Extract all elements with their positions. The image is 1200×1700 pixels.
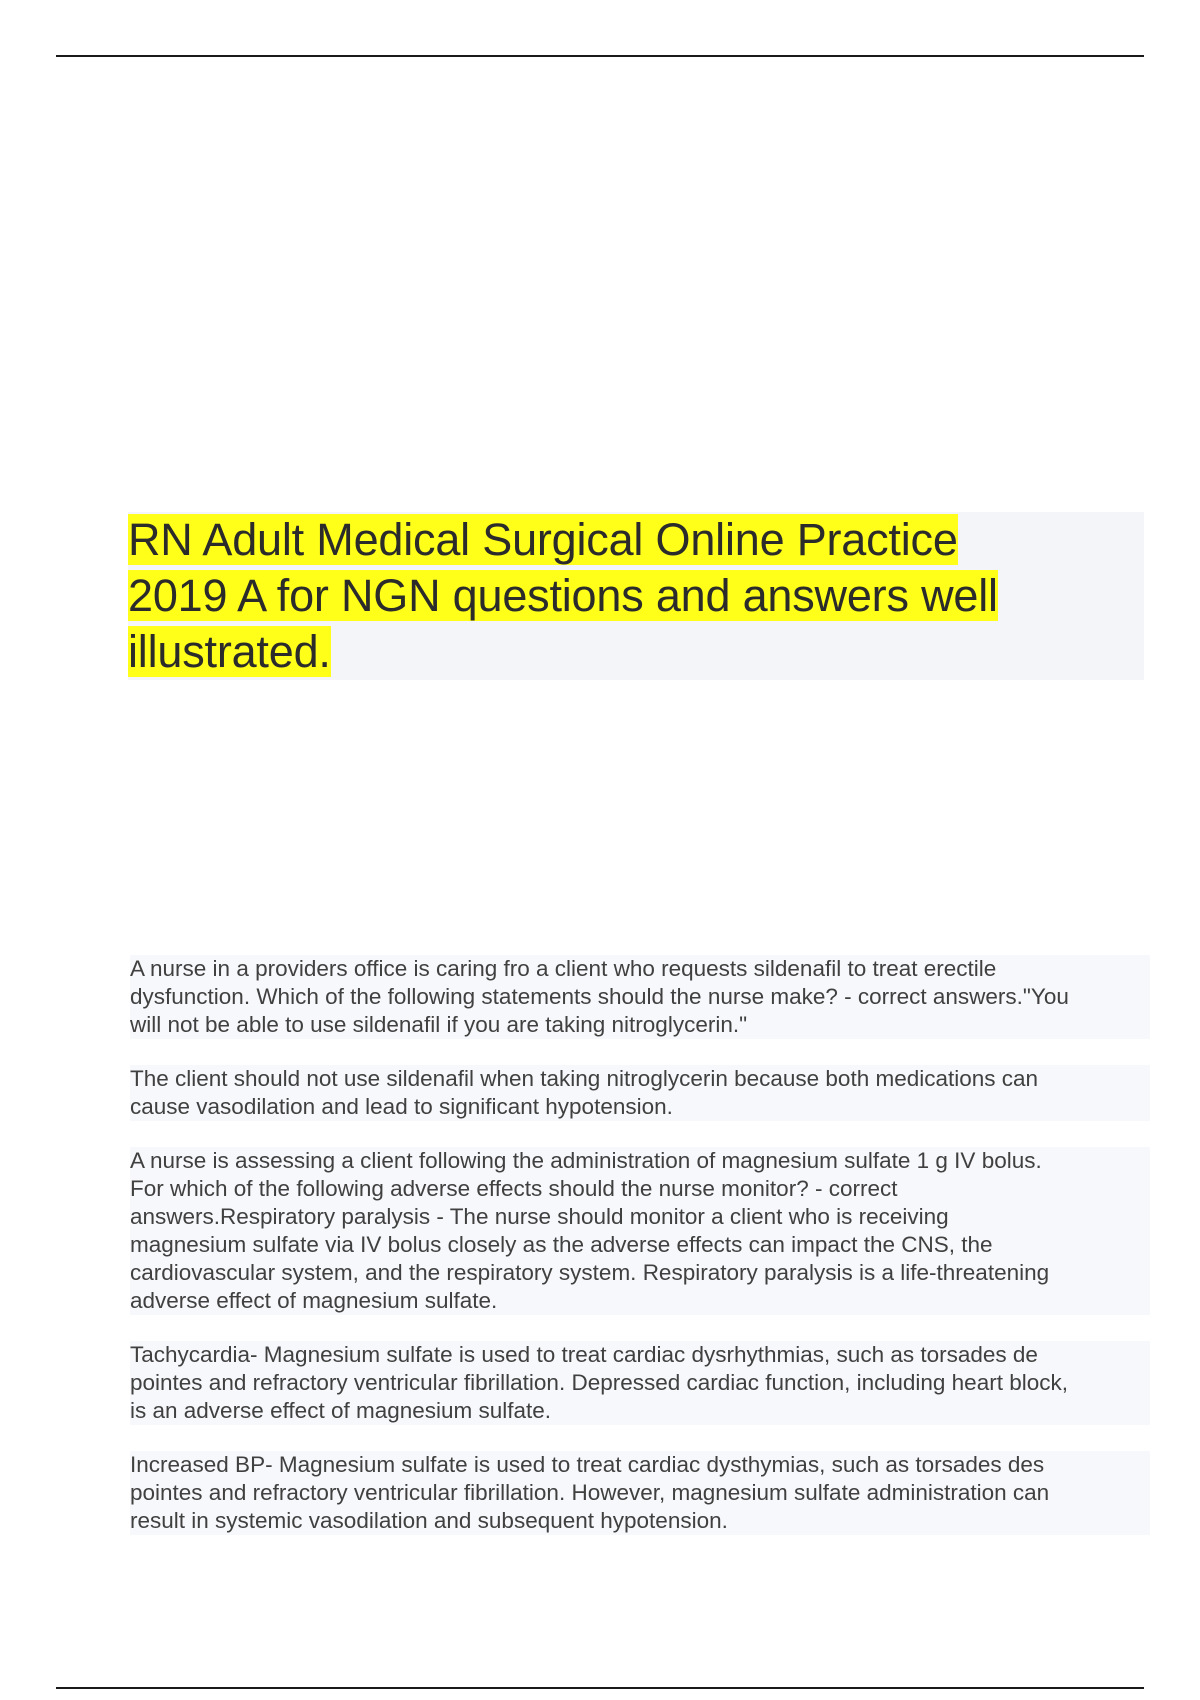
paragraph-magnesium-question	[130, 1147, 1150, 1315]
title-block	[128, 512, 1144, 680]
paragraph-sildenafil-question	[130, 955, 1150, 1039]
text-line: pointes and refractory ventricular fibrillation. Depressed cardiac function, including heart block,	[130, 1370, 1068, 1395]
text-line: adverse effect of magnesium sulfate.	[130, 1288, 498, 1313]
text-line: The client should not use sildenafil when taking nitroglycerin because both medications can	[130, 1066, 1039, 1091]
text-line: is an adverse effect of magnesium sulfate.	[130, 1398, 552, 1423]
text-line: result in systemic vasodilation and subsequent hypotension.	[130, 1508, 728, 1533]
paragraph-tachycardia	[130, 1341, 1150, 1425]
text-line: Tachycardia- Magnesium sulfate is used to treat cardiac dysrhythmias, such as torsades de	[130, 1342, 1038, 1367]
text-line: will not be able to use sildenafil if you are taking nitroglycerin."	[130, 1012, 748, 1037]
bottom-divider	[56, 1687, 1144, 1689]
text-line: Increased BP- Magnesium sulfate is used to treat cardiac dysthymias, such as torsades des	[130, 1452, 1045, 1477]
document-body	[130, 955, 1150, 1561]
text-line: magnesium sulfate via IV bolus closely as the adverse effects can impact the CNS, the	[130, 1232, 993, 1257]
text-line: dysfunction. Which of the following statements should the nurse make? - correct answers."You	[130, 984, 1069, 1009]
top-divider	[56, 55, 1144, 57]
text-line: pointes and refractory ventricular fibrillation. However, magnesium sulfate administration can	[130, 1480, 1050, 1505]
document-title	[128, 512, 1144, 680]
paragraph-increased-bp	[130, 1451, 1150, 1535]
text-line: answers.Respiratory paralysis - The nurse should monitor a client who is receiving	[130, 1204, 949, 1229]
text-line: cause vasodilation and lead to significant hypotension.	[130, 1094, 673, 1119]
title-line: 2019 A for NGN questions and answers well	[128, 570, 998, 621]
paragraph-sildenafil-rationale	[130, 1065, 1150, 1121]
text-line: A nurse is assessing a client following the administration of magnesium sulfate 1 g IV bolus.	[130, 1148, 1042, 1173]
text-line: For which of the following adverse effects should the nurse monitor? - correct	[130, 1176, 898, 1201]
text-line: cardiovascular system, and the respiratory system. Respiratory paralysis is a life-threatening	[130, 1260, 1050, 1285]
title-line: illustrated.	[128, 626, 331, 677]
text-line: A nurse in a providers office is caring fro a client who requests sildenafil to treat erectile	[130, 956, 997, 981]
title-line: RN Adult Medical Surgical Online Practice	[128, 514, 958, 565]
